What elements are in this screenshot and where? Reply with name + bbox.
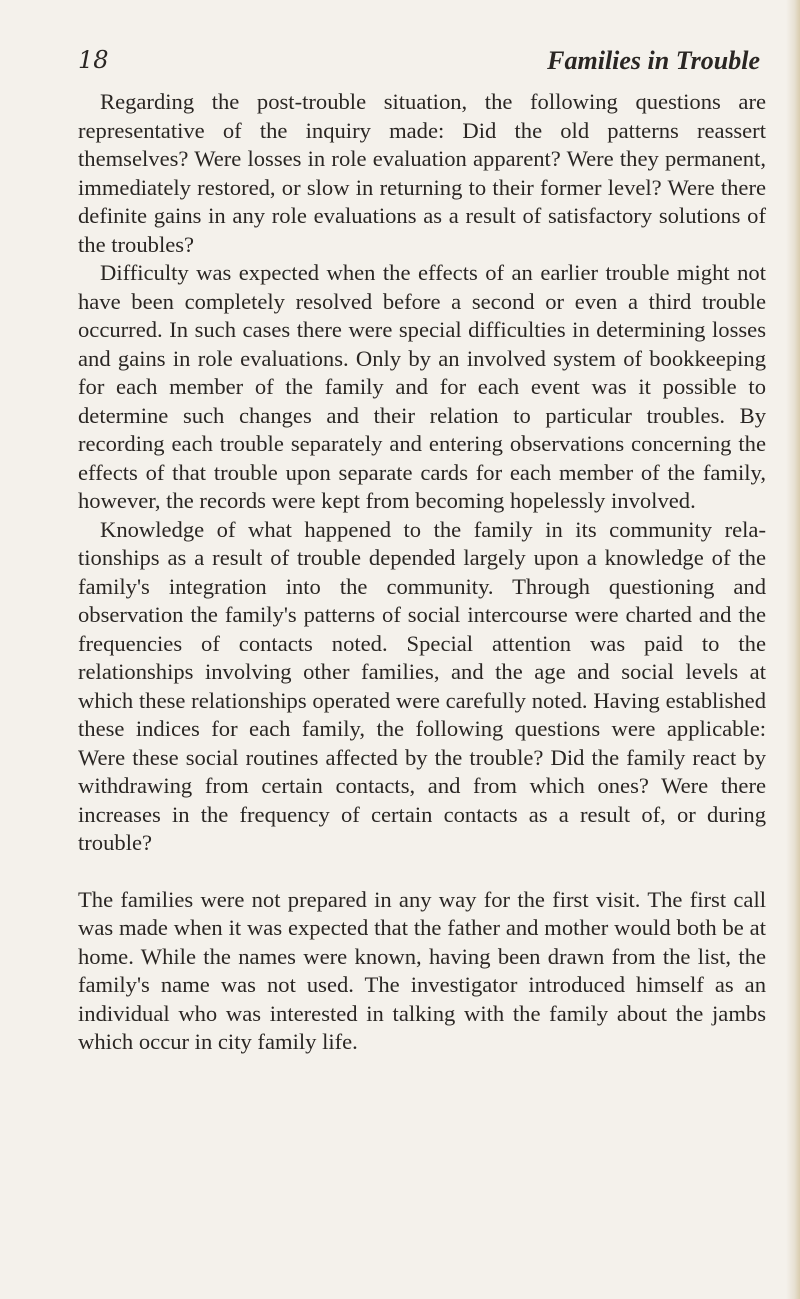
running-title: Families in Trouble <box>547 46 760 75</box>
page-number: 18 <box>78 46 109 74</box>
body-text <box>78 88 766 1057</box>
paragraph-first-visit: The families were not prepared in any way for the first visit. The first call was made when it was expected that the father and mother would both be at home. While the names were known, having been drawn from the list, the family's name was not used. The investigator introduced himself as an individual who was interested in talking with the family about the jambs which occur in city family life. <box>78 886 766 1054</box>
paragraph-difficulty: Difficulty was expected when the effects of an earlier trouble might not have been completely resolved before a second or even a third trouble occurred. In such cases there were special difficulties in determining losses and gains in role evaluations. Only by an involved system of bookkeeping for each member of the family and for each event was it possible to determine such changes and their relation to particular troubles. By recording each trouble separately and entering observations concerning the effects of that trouble upon separate cards for each member of the family, however, the records were kept from becoming hopelessly involved. <box>78 260 766 513</box>
page-header <box>78 46 760 86</box>
page-edge-shadow <box>786 0 800 1299</box>
paragraph-post-trouble: Regarding the post-trouble situation, the following questions are representative of the inquiry made: Did the old patterns reassert themselves? Were losses in role evaluation apparent? Were they permanent, immediately restored, or slow in returning to their former level? Were there definite gains in any role evaluations as a result of satisfactory solutions of the troubles? <box>78 89 766 257</box>
paragraph-community: Knowledge of what happened to the family in its community relationships as a result of trouble depended largely upon a knowledge of the family's integration into the community. Through questioning and observation the family's patterns of social intercourse were charted and the frequencies of contacts noted. Special attention was paid to the relationships involving other families, and the age and social levels at which these relationships operated were carefully noted. Having established these indices for each family, the following questions were applicable: Were these social routines affected by the trouble? Did the family react by withdrawing from certain contacts, and from which ones? Were there increases in the frequency of certain contacts as a result of, or during trouble? <box>78 516 766 855</box>
